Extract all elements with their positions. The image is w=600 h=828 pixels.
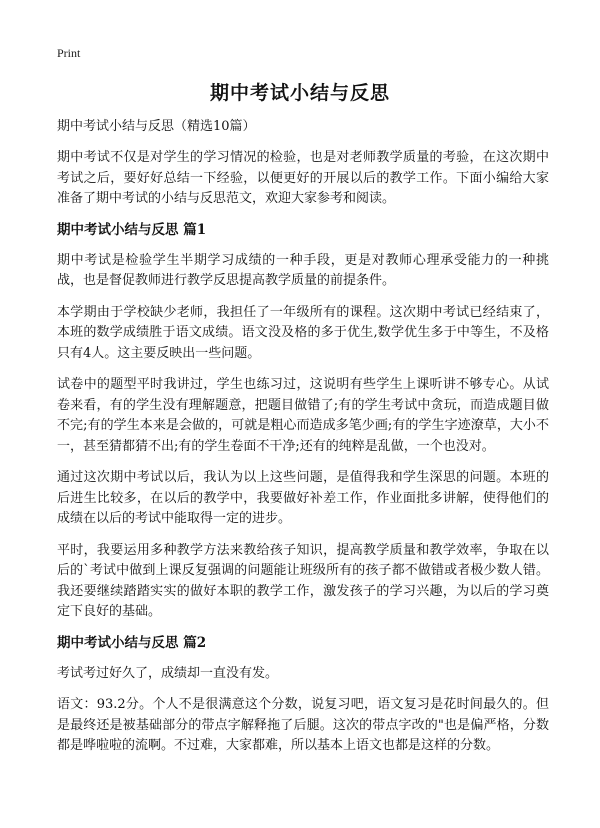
paragraph: 考试考过好久了，成绩却一直没有发。 bbox=[57, 665, 279, 681]
paragraph: 平时，我要运用多种教学方法来教给孩子知识，提高教学质量和教学效率，争取在以后的`考试中做到上课反复强调的问题能让班级所有的孩子都不做错或者极少数人错。我还要继续踏踏实实的做好本职的教学工作，激发孩子的学习兴趣，为以后的学习奠定下良好的基础。 bbox=[57, 542, 549, 619]
print-link[interactable]: Print bbox=[57, 46, 81, 60]
paragraph: 通过这次期中考试以后，我认为以上这些问题，是值得我和学生深思的问题。本班的后进生比较多，在以后的教学中，我要做好补差工作，作业面批多讲解，使得他们的成绩在以后的考试中能取得一定的进步。 bbox=[57, 470, 549, 526]
paragraph: 本学期由于学校缺少老师，我担任了一年级所有的课程。这次期中考试已经结束了，本班的数学成绩胜于语文成绩。语文没及格的多于优生,数学优生多于中等生，不及格只有4人。这主要反映出一些问题。 bbox=[57, 304, 549, 361]
document-subtitle: 期中考试小结与反思（精选10篇） bbox=[57, 119, 256, 134]
paragraph: 期中考试是检验学生半期学习成绩的一种手段，更是对教师心理承受能力的一种挑战，也是督促教师进行教学反思提高教学质量的前提条件。 bbox=[57, 252, 549, 288]
section-heading-1: 期中考试小结与反思 篇1 bbox=[57, 221, 207, 238]
section-heading-2: 期中考试小结与反思 篇2 bbox=[57, 634, 207, 651]
document-body bbox=[57, 118, 549, 768]
paragraph: 试卷中的题型平时我讲过，学生也练习过，这说明有些学生上课听讲不够专心。从试卷来看，有的学生没有理解题意，把题目做错了;有的学生考试中贪玩，而造成题目做不完;有的学生本来是会做的，可就是粗心而造成多笔少画;有的学生字迹潦草，大小不一，甚至猜都猜不出;有的学生卷面不干净;还有的纯粹是乱做，一个也没对。 bbox=[57, 377, 549, 454]
paragraph: 语文：93.2分。个人不是很满意这个分数，说复习吧，语文复习是花时间最久的。但是最终还是被基础部分的带点字解释拖了后腿。这次的带点字改的"也是偏严格，分数都是哗啦啦的流啊。不过难，大家都难，所以基本上语文也都是这样的分数。 bbox=[57, 697, 549, 753]
document-title: 期中考试小结与反思 bbox=[209, 82, 390, 104]
intro-paragraph: 期中考试不仅是对学生的学习情况的检验，也是对老师教学质量的考验，在这次期中考试之后，要好好总结一下经验，以便更好的开展以后的教学工作。下面小编给大家准备了期中考试的小结与反思范文，欢迎大家参考和阅读。 bbox=[57, 150, 549, 206]
